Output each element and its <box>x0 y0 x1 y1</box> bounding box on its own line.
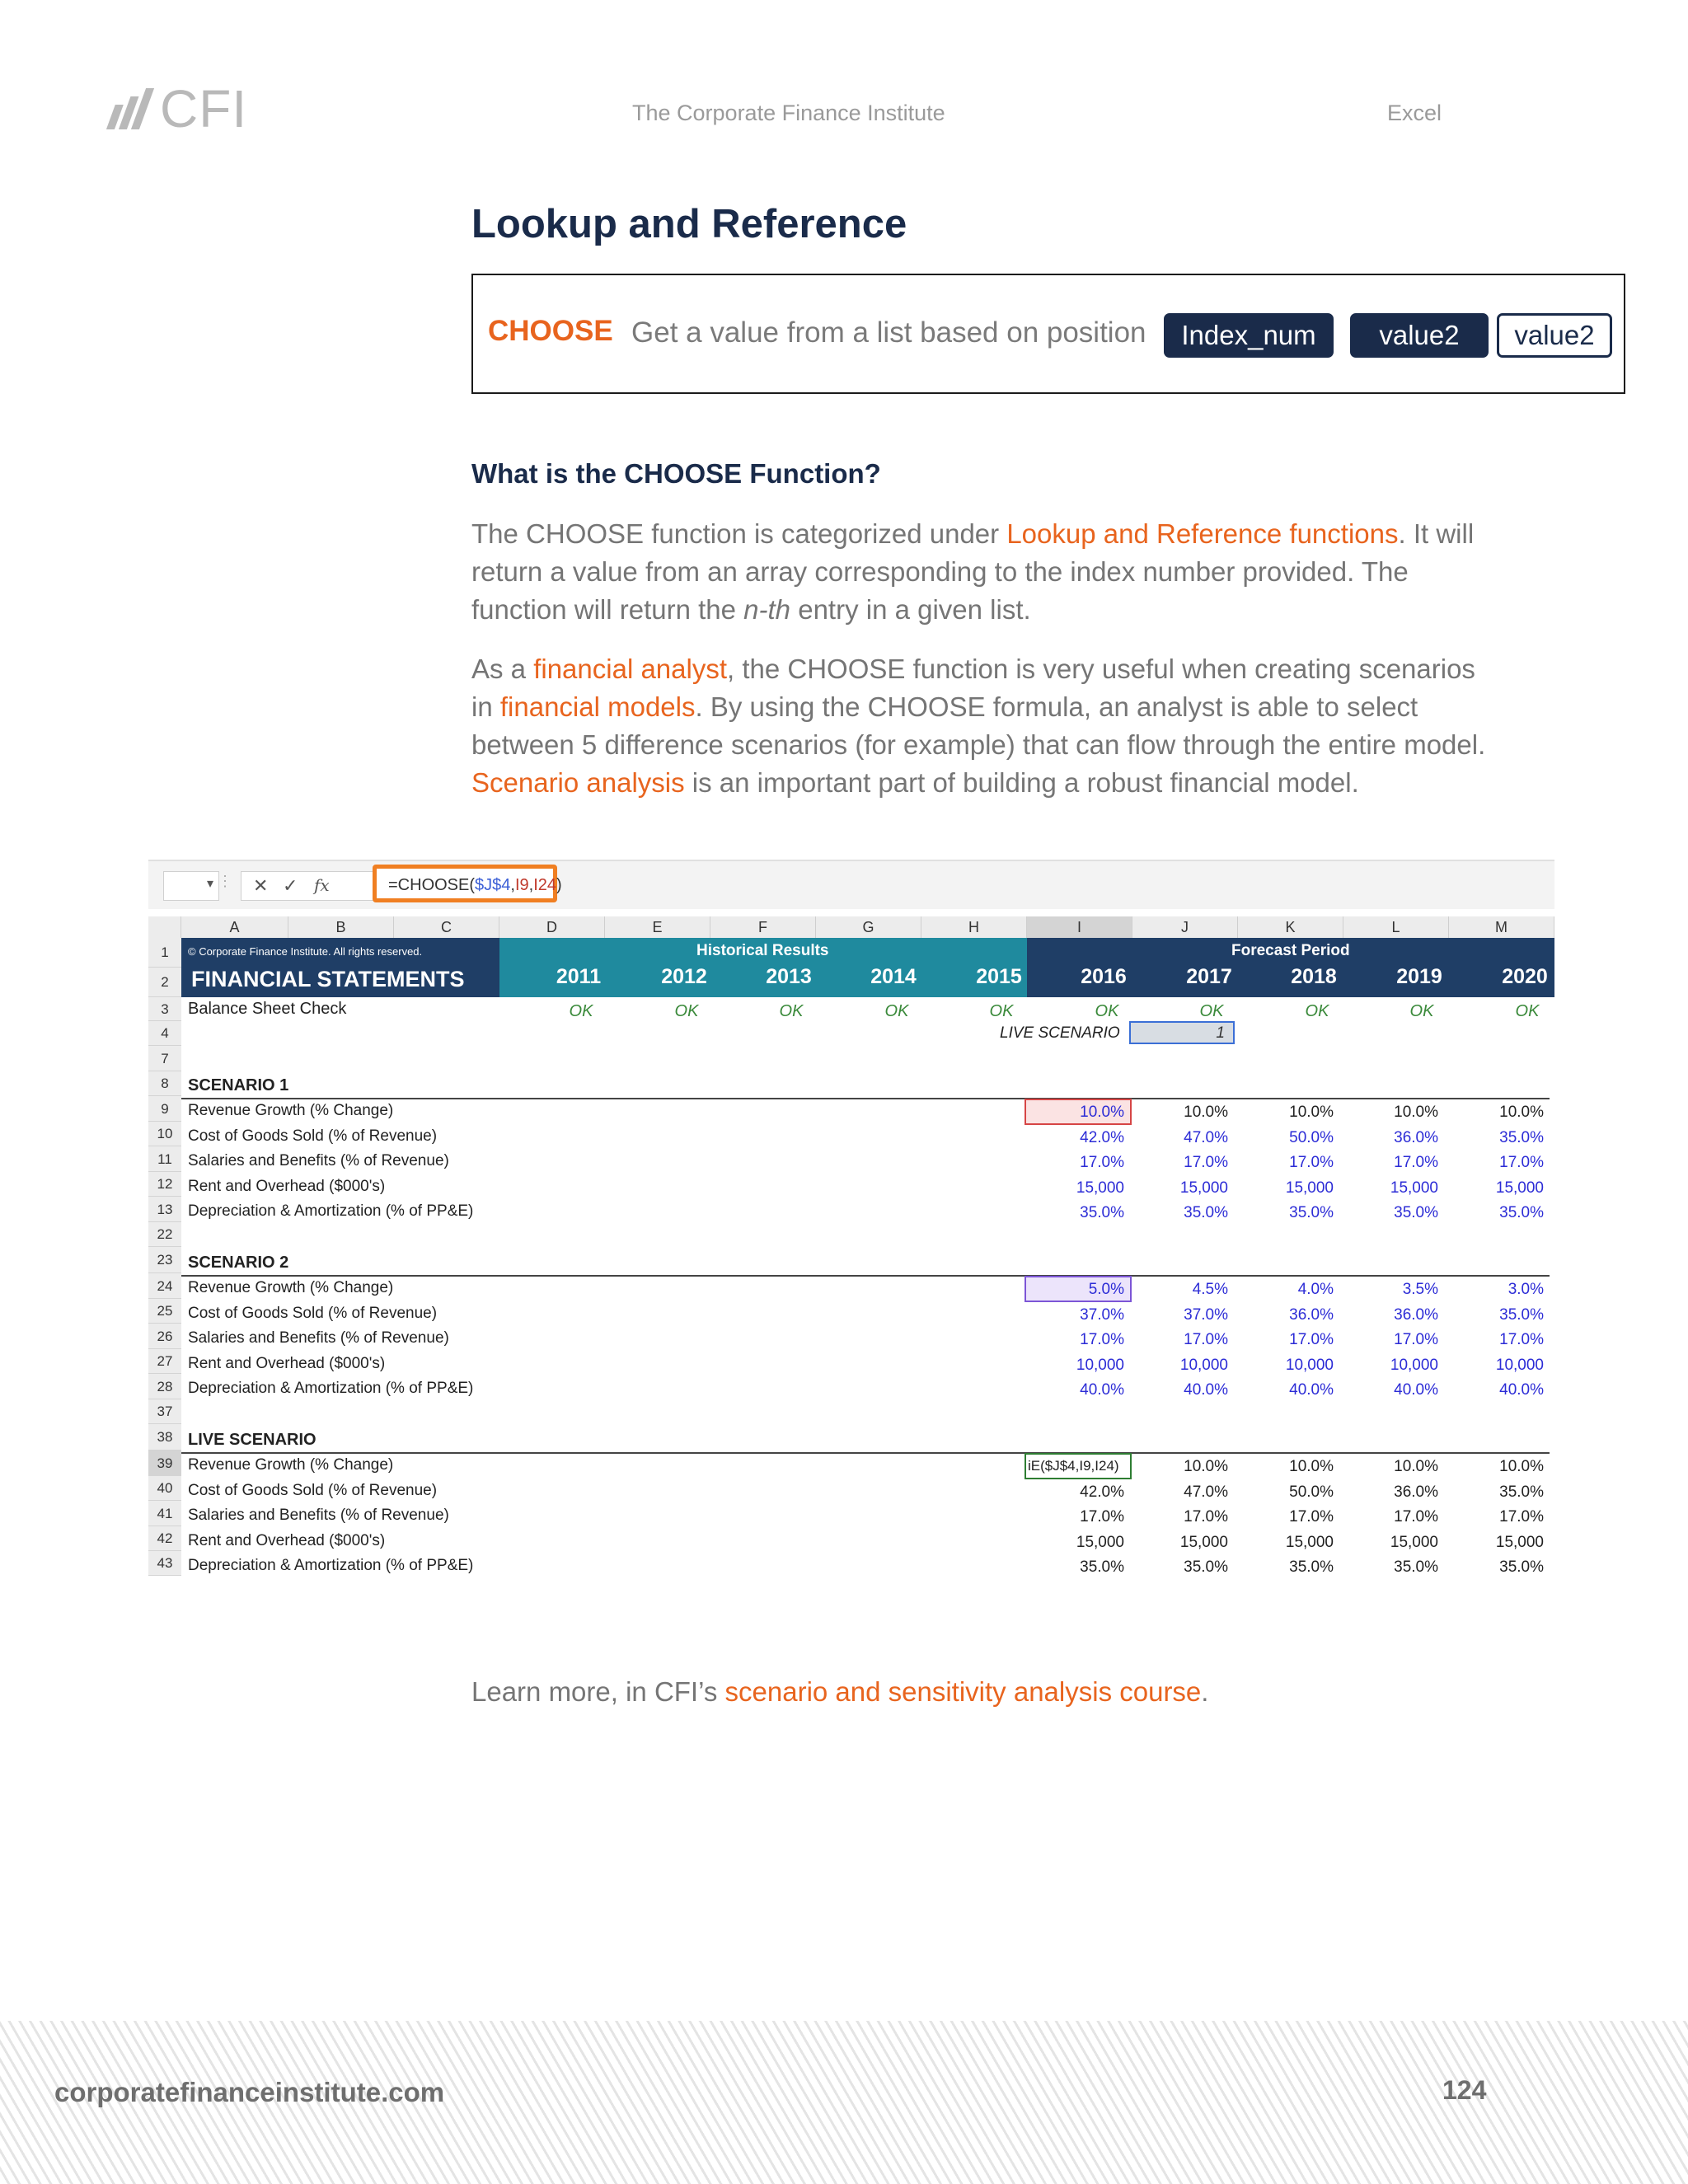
function-syntax-box <box>471 274 1625 394</box>
data-cell[interactable]: 47.0% <box>1184 1483 1228 1501</box>
col-header[interactable]: M <box>1449 916 1554 938</box>
header-section-label: Excel <box>1387 101 1442 125</box>
row-label: Revenue Growth (% Change) <box>188 1279 394 1296</box>
data-cell[interactable]: 10,000 <box>1076 1356 1124 1374</box>
data-cell[interactable]: 15,000 <box>1285 1533 1334 1551</box>
arg-value1: value2 <box>1350 313 1489 358</box>
data-cell[interactable]: 17.0% <box>1499 1154 1544 1171</box>
col-header[interactable]: E <box>605 916 710 938</box>
row-header[interactable]: 40 <box>148 1476 181 1501</box>
data-cell[interactable]: 17.0% <box>1184 1508 1228 1526</box>
text: Learn more, in CFI’s <box>471 1676 725 1707</box>
section-heading: What is the CHOOSE Function? <box>471 458 881 489</box>
data-cell[interactable]: 15,000 <box>1179 1179 1228 1197</box>
data-cell[interactable]: 50.0% <box>1289 1128 1334 1146</box>
paragraph-analyst <box>471 650 1493 802</box>
name-box[interactable] <box>163 871 219 901</box>
year-header: 2014 <box>870 965 917 988</box>
data-cell[interactable]: 17.0% <box>1184 1154 1228 1171</box>
excel-screenshot <box>148 860 1554 1593</box>
row-header[interactable]: 2 <box>148 968 181 997</box>
confirm-icon[interactable]: ✓ <box>283 875 298 896</box>
ok-flag: OK <box>989 1002 1014 1020</box>
year-header: 2013 <box>766 965 812 988</box>
row-label: Depreciation & Amortization (% of PP&E) <box>188 1557 474 1574</box>
data-cell[interactable]: 36.0% <box>1394 1305 1438 1324</box>
data-cell[interactable]: 4.5% <box>1192 1281 1228 1298</box>
data-cell[interactable]: 35.0% <box>1184 1558 1228 1576</box>
data-cell[interactable]: 35.0% <box>1184 1204 1228 1221</box>
ok-flag: OK <box>1409 1002 1434 1020</box>
data-cell[interactable]: 4.0% <box>1297 1281 1334 1298</box>
data-cell[interactable]: 17.0% <box>1394 1331 1438 1348</box>
data-cell[interactable]: 17.0% <box>1080 1508 1124 1526</box>
row-header[interactable]: 4 <box>148 1021 181 1046</box>
col-header[interactable]: F <box>710 916 816 938</box>
cell-edit-text: iE($J$4,I9,I24) <box>1028 1458 1119 1474</box>
row-header[interactable]: 25 <box>148 1299 181 1324</box>
data-cell[interactable]: 35.0% <box>1394 1558 1438 1576</box>
data-cell[interactable]: 40.0% <box>1289 1381 1334 1399</box>
ok-flag: OK <box>1199 1002 1224 1020</box>
col-header[interactable]: C <box>394 916 499 938</box>
text: is an important part of building a robust financial model. <box>684 767 1359 798</box>
year-header: 2017 <box>1186 965 1232 988</box>
data-cell[interactable]: 40.0% <box>1184 1381 1228 1399</box>
text: As a <box>471 654 534 684</box>
col-header[interactable]: B <box>288 916 394 938</box>
text: . It will return a value from an array corresponding to the index number provided. The function will return the <box>471 518 1475 625</box>
arg-value2: value2 <box>1497 313 1612 358</box>
data-cell[interactable]: 42.0% <box>1080 1483 1124 1501</box>
data-cell[interactable]: 36.0% <box>1394 1128 1438 1146</box>
col-header[interactable]: D <box>499 916 605 938</box>
link-lookup-reference[interactable]: Lookup and Reference functions <box>1006 518 1399 549</box>
cfi-logo[interactable] <box>114 79 248 138</box>
data-cell[interactable]: 35.0% <box>1499 1483 1544 1501</box>
data-cell[interactable]: 10.0% <box>1394 1458 1438 1475</box>
formula-text: =CHOOSE( <box>388 876 476 894</box>
data-cell[interactable]: 17.0% <box>1394 1154 1438 1171</box>
data-cell[interactable]: 35.0% <box>1080 1204 1124 1221</box>
formula-ref: I9 <box>514 876 529 894</box>
col-header-selected[interactable]: I <box>1027 916 1132 938</box>
year-header: 2015 <box>976 965 1022 988</box>
year-header: 2011 <box>556 965 602 988</box>
ok-flag: OK <box>884 1002 909 1020</box>
ok-flag: OK <box>779 1002 804 1020</box>
text: . <box>1201 1676 1209 1707</box>
data-cell[interactable]: 10.0% <box>1184 1458 1228 1475</box>
divider <box>181 1275 1550 1277</box>
data-cell[interactable]: 17.0% <box>1184 1331 1228 1348</box>
live-scenario-input[interactable] <box>1129 1021 1235 1044</box>
select-all-corner[interactable] <box>148 916 181 938</box>
ok-flag: OK <box>569 1002 593 1020</box>
data-cell[interactable]: 10.0% <box>1394 1104 1438 1121</box>
scenario-2-label: SCENARIO 2 <box>188 1254 289 1272</box>
row-header[interactable]: 8 <box>148 1071 181 1096</box>
balance-check-label: Balance Sheet Check <box>188 1000 347 1018</box>
data-cell[interactable]: 17.0% <box>1289 1154 1334 1171</box>
row-header[interactable]: 27 <box>148 1349 181 1374</box>
data-cell[interactable]: 35.0% <box>1289 1558 1334 1576</box>
page-title: Lookup and Reference <box>471 202 907 246</box>
data-cell[interactable]: 17.0% <box>1289 1508 1334 1526</box>
footer <box>0 2021 1688 2184</box>
col-header[interactable]: K <box>1238 916 1343 938</box>
ok-flag: OK <box>1305 1002 1329 1020</box>
page-number: 124 <box>1442 2075 1487 2105</box>
data-cell[interactable]: 15,000 <box>1390 1533 1438 1551</box>
data-cell[interactable]: 15,000 <box>1076 1179 1124 1197</box>
data-cell[interactable]: 15,000 <box>1179 1533 1228 1551</box>
data-cell[interactable]: 15,000 <box>1285 1179 1334 1197</box>
data-cell[interactable]: 40.0% <box>1499 1381 1544 1399</box>
data-cell[interactable]: 35.0% <box>1289 1204 1334 1221</box>
ok-flag: OK <box>1095 1002 1119 1020</box>
year-header: 2016 <box>1081 965 1127 988</box>
data-cell[interactable]: 36.0% <box>1394 1483 1438 1501</box>
link-scenario-course[interactable]: scenario and sensitivity analysis course <box>724 1676 1202 1707</box>
formula-bar <box>148 860 1554 909</box>
row-header[interactable]: 22 <box>148 1222 181 1247</box>
insert-function-icon[interactable]: fx <box>314 875 330 895</box>
row-header[interactable]: 23 <box>148 1247 181 1273</box>
row-label: Salaries and Benefits (% of Revenue) <box>188 1507 449 1524</box>
arg-index-num: Index_num <box>1164 313 1334 358</box>
year-header: 2018 <box>1291 965 1337 988</box>
row-header[interactable]: 24 <box>148 1273 181 1299</box>
footer-url[interactable]: corporatefinanceinstitute.com <box>54 2077 445 2107</box>
row-label: Revenue Growth (% Change) <box>188 1456 394 1474</box>
data-cell[interactable]: 37.0% <box>1080 1305 1124 1324</box>
live-scenario-value: 1 <box>1216 1024 1225 1042</box>
data-cell[interactable]: 40.0% <box>1394 1381 1438 1399</box>
data-cell[interactable]: 17.0% <box>1499 1508 1544 1526</box>
data-cell[interactable]: 35.0% <box>1499 1204 1544 1221</box>
divider <box>181 1098 1550 1099</box>
row-label: Rent and Overhead ($000's) <box>188 1177 386 1195</box>
data-cell[interactable]: 35.0% <box>1499 1558 1544 1576</box>
data-cell[interactable]: 35.0% <box>1499 1128 1544 1146</box>
formula-input[interactable] <box>373 865 562 902</box>
year-header: 2019 <box>1396 965 1442 988</box>
row-label: Revenue Growth (% Change) <box>188 1102 394 1119</box>
ok-flag: OK <box>1515 1002 1540 1020</box>
row-header[interactable]: 9 <box>148 1096 181 1122</box>
scenario-1-label: SCENARIO 1 <box>188 1076 289 1094</box>
data-cell[interactable]: 17.0% <box>1080 1331 1124 1348</box>
data-cell[interactable]: 15,000 <box>1495 1179 1544 1197</box>
col-header[interactable]: J <box>1132 916 1238 938</box>
data-cell[interactable]: 35.0% <box>1080 1558 1124 1576</box>
row-header[interactable]: 28 <box>148 1374 181 1399</box>
data-cell[interactable]: 42.0% <box>1080 1128 1124 1146</box>
row-label: Cost of Goods Sold (% of Revenue) <box>188 1127 438 1145</box>
data-cell[interactable]: 35.0% <box>1499 1305 1544 1324</box>
text: . By using the CHOOSE formula, an analyst is able to select between 5 difference scenarios (for example) that can flow through the entire model. <box>471 691 1486 760</box>
data-cell[interactable]: 17.0% <box>1289 1331 1334 1348</box>
data-cell[interactable]: 15,000 <box>1076 1533 1124 1551</box>
year-header: 2012 <box>661 965 707 988</box>
row-header[interactable]: 10 <box>148 1122 181 1146</box>
row-header[interactable]: 11 <box>148 1146 181 1172</box>
data-cell[interactable]: 50.0% <box>1289 1483 1334 1501</box>
row-header[interactable]: 39 <box>148 1451 181 1476</box>
data-cell[interactable]: 15,000 <box>1390 1179 1438 1197</box>
col-header[interactable]: A <box>181 916 288 938</box>
text: entry in a given list. <box>790 594 1031 625</box>
more-icon: ⋮ <box>218 873 232 889</box>
row-header[interactable]: 41 <box>148 1501 181 1526</box>
data-cell[interactable]: 3.5% <box>1402 1281 1438 1298</box>
row-header[interactable]: 7 <box>148 1046 181 1071</box>
row-header[interactable]: 42 <box>148 1526 181 1551</box>
ok-flag: OK <box>674 1002 699 1020</box>
data-cell[interactable]: 15,000 <box>1495 1533 1544 1551</box>
row-header[interactable]: 37 <box>148 1399 181 1424</box>
row-header[interactable]: 12 <box>148 1172 181 1197</box>
row-label: Depreciation & Amortization (% of PP&E) <box>188 1202 474 1220</box>
divider <box>181 1452 1550 1454</box>
data-cell[interactable]: 10,000 <box>1495 1356 1544 1374</box>
text: The CHOOSE function is categorized under <box>471 518 1007 549</box>
row-label: Rent and Overhead ($000's) <box>188 1531 386 1549</box>
link-financial-models[interactable]: financial models <box>499 691 696 722</box>
logo-text: CFI <box>160 79 248 138</box>
data-cell[interactable]: 37.0% <box>1184 1305 1228 1324</box>
col-header[interactable]: G <box>816 916 921 938</box>
formula-ref: $J$4 <box>475 876 511 894</box>
live-scenario-label: LIVE SCENARIO <box>188 1431 316 1449</box>
link-scenario-analysis[interactable]: Scenario analysis <box>471 767 685 798</box>
data-cell[interactable]: 36.0% <box>1289 1305 1334 1324</box>
formula-text: ) <box>556 876 562 894</box>
function-description: Get a value from a list based on position <box>631 316 1146 349</box>
function-name: CHOOSE <box>488 315 613 347</box>
data-cell[interactable]: 5.0% <box>1088 1281 1124 1298</box>
cancel-icon[interactable]: ✕ <box>253 875 269 896</box>
data-cell[interactable]: 10,000 <box>1179 1356 1228 1374</box>
data-cell[interactable]: 10.0% <box>1289 1104 1334 1121</box>
data-cell[interactable]: 35.0% <box>1394 1204 1438 1221</box>
data-cell[interactable]: 10.0% <box>1080 1104 1124 1121</box>
row-label: Depreciation & Amortization (% of PP&E) <box>188 1380 474 1397</box>
row-header[interactable]: 3 <box>148 997 181 1021</box>
data-cell[interactable]: 10.0% <box>1184 1104 1228 1121</box>
formula-sep: , <box>528 876 534 894</box>
data-cell[interactable]: 3.0% <box>1507 1281 1544 1298</box>
formula-ref: I24 <box>533 876 557 894</box>
row-header[interactable]: 43 <box>148 1551 181 1576</box>
data-cell[interactable]: 10,000 <box>1390 1356 1438 1374</box>
data-cell[interactable]: 10.0% <box>1499 1458 1544 1475</box>
data-cell[interactable]: 47.0% <box>1184 1128 1228 1146</box>
data-cell[interactable]: 10.0% <box>1499 1104 1544 1121</box>
header-center-title: The Corporate Finance Institute <box>632 101 945 125</box>
data-cell[interactable]: 17.0% <box>1394 1508 1438 1526</box>
active-cell-i39[interactable] <box>1025 1453 1132 1479</box>
row-header[interactable]: 38 <box>148 1424 181 1451</box>
row-label: Salaries and Benefits (% of Revenue) <box>188 1152 449 1169</box>
data-cell[interactable]: 10.0% <box>1289 1458 1334 1475</box>
row-header[interactable]: 13 <box>148 1197 181 1222</box>
row-header[interactable]: 26 <box>148 1324 181 1349</box>
chevron-down-icon: ▾ <box>206 877 213 891</box>
historical-label: Historical Results <box>696 942 829 959</box>
col-header[interactable]: L <box>1343 916 1449 938</box>
emphasis: n-th <box>743 594 791 625</box>
data-cell[interactable]: 17.0% <box>1080 1154 1124 1171</box>
link-financial-analyst[interactable]: financial analyst <box>533 654 728 684</box>
cfi-logo-icon <box>106 88 154 129</box>
formula-sep: , <box>510 876 515 894</box>
row-label: Rent and Overhead ($000's) <box>188 1354 386 1372</box>
data-cell[interactable]: 17.0% <box>1499 1331 1544 1348</box>
learn-more <box>471 1676 1208 1708</box>
row-header[interactable]: 1 <box>148 938 181 968</box>
row-label: Cost of Goods Sold (% of Revenue) <box>188 1304 438 1322</box>
col-header[interactable]: H <box>921 916 1027 938</box>
data-cell[interactable]: 10,000 <box>1285 1356 1334 1374</box>
paragraph-intro <box>471 515 1493 629</box>
row-label: Salaries and Benefits (% of Revenue) <box>188 1329 449 1347</box>
live-scenario-selector-label: LIVE SCENARIO <box>1000 1024 1120 1042</box>
text: , the CHOOSE function is very useful when creating scenarios in <box>471 654 1475 722</box>
copyright: © Corporate Finance Institute. All rights reserved. <box>188 945 423 958</box>
row-label: Cost of Goods Sold (% of Revenue) <box>188 1481 438 1499</box>
fs-title: FINANCIAL STATEMENTS <box>191 967 465 991</box>
year-header: 2020 <box>1502 965 1548 988</box>
data-cell[interactable]: 40.0% <box>1080 1381 1124 1399</box>
forecast-label: Forecast Period <box>1231 942 1350 959</box>
